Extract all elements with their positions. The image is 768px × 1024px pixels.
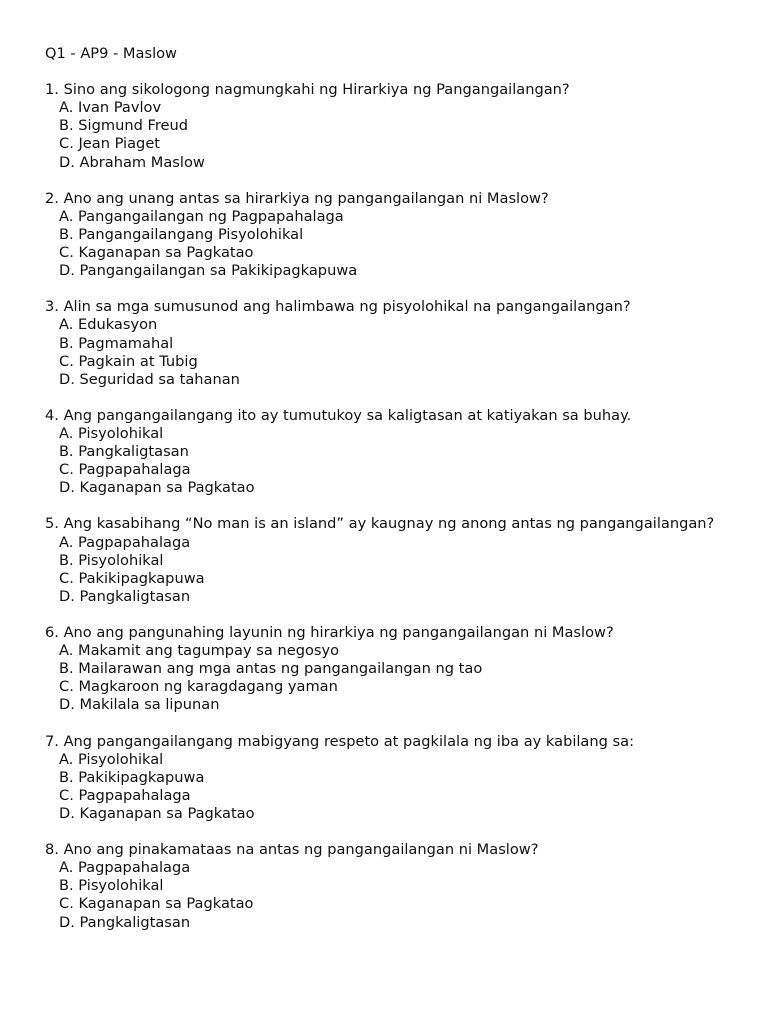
question-5 xyxy=(45,515,735,605)
choice-list xyxy=(45,208,735,280)
choice-b: B. Pisyolohikal xyxy=(59,551,164,569)
choice-d: D. Kaganapan sa Pagkatao xyxy=(59,479,255,497)
choice-d: D. Kaganapan sa Pagkatao xyxy=(59,804,255,822)
choice-c: C. Pakikipagkapuwa xyxy=(59,569,205,587)
choice-a: A. Makamit ang tagumpay sa negosyo xyxy=(59,642,340,660)
question-text: 7. Ang pangangailangang mabigyang respeto at pagkilala ng iba ay kabilang sa: xyxy=(45,732,634,750)
question-text: 3. Alin sa mga sumusunod ang halimbawa ng pisyolohikal na pangangailangan? xyxy=(45,298,631,316)
choice-d: D. Pangkaligtasan xyxy=(59,913,191,931)
choice-b: B. Sigmund Freud xyxy=(59,117,188,135)
question-4 xyxy=(45,407,735,497)
choice-a: A. Pisyolohikal xyxy=(59,424,164,442)
question-text: 8. Ano ang pinakamataas na antas ng pangangailangan ni Maslow? xyxy=(45,841,539,859)
question-2 xyxy=(45,190,735,280)
question-1 xyxy=(45,81,735,171)
choice-list xyxy=(45,534,735,606)
choice-b: B. Pagmamahal xyxy=(59,334,174,352)
choice-b: B. Pisyolohikal xyxy=(59,877,164,895)
choice-c: C. Kaganapan sa Pagkatao xyxy=(59,244,254,262)
choice-b: B. Pangkaligtasan xyxy=(59,443,189,461)
choice-d: D. Seguridad sa tahanan xyxy=(59,370,240,388)
choice-d: D. Abraham Maslow xyxy=(59,153,205,171)
choice-a: A. Pisyolohikal xyxy=(59,750,164,768)
choice-b: B. Pakikipagkapuwa xyxy=(59,768,205,786)
choice-a: A. Edukasyon xyxy=(59,316,158,334)
choice-list xyxy=(45,316,735,388)
choice-d: D. Pangkaligtasan xyxy=(59,587,191,605)
choice-b: B. Pangangailangang Pisyolohikal xyxy=(59,225,304,243)
choice-c: C. Magkaroon ng karagdagang yaman xyxy=(59,678,338,696)
question-8 xyxy=(45,841,735,931)
choice-a: A. Ivan Pavlov xyxy=(59,99,162,117)
question-text: 1. Sino ang sikologong nagmungkahi ng Hirarkiya ng Pangangailangan? xyxy=(45,81,570,99)
choice-list xyxy=(45,859,735,931)
choice-c: C. Pagkain at Tubig xyxy=(59,352,198,370)
choice-a: A. Pangangailangan ng Pagpapahalaga xyxy=(59,207,344,225)
choice-a: A. Pagpapahalaga xyxy=(59,859,191,877)
question-6 xyxy=(45,624,735,714)
question-text: 2. Ano ang unang antas sa hirarkiya ng pangangailangan ni Maslow? xyxy=(45,189,549,207)
choice-c: C. Jean Piaget xyxy=(59,135,161,153)
document-title: Q1 - AP9 - Maslow xyxy=(45,45,177,62)
choice-list xyxy=(45,425,735,497)
question-text: 5. Ang kasabihang “No man is an island” ay kaugnay ng anong antas ng pangangailangan? xyxy=(45,515,715,533)
choice-d: D. Makilala sa lipunan xyxy=(59,696,220,714)
question-text: 6. Ano ang pangunahing layunin ng hirarkiya ng pangangailangan ni Maslow? xyxy=(45,624,614,641)
choice-a: A. Pagpapahalaga xyxy=(59,533,191,551)
choice-c: C. Kaganapan sa Pagkatao xyxy=(59,895,254,913)
question-3 xyxy=(45,298,735,388)
question-7 xyxy=(45,733,735,823)
choice-b: B. Mailarawan ang mga antas ng pangangailangan ng tao xyxy=(59,660,483,678)
choice-c: C. Pagpapahalaga xyxy=(59,786,191,804)
question-text: 4. Ang pangangailangang ito ay tumutukoy sa kaligtasan at katiyakan sa buhay. xyxy=(45,406,632,424)
choice-list xyxy=(45,99,735,171)
document-page xyxy=(45,45,735,950)
choice-d: D. Pangangailangan sa Pakikipagkapuwa xyxy=(59,262,358,280)
choice-c: C. Pagpapahalaga xyxy=(59,461,191,479)
choice-list xyxy=(45,751,735,823)
choice-list xyxy=(45,642,735,714)
